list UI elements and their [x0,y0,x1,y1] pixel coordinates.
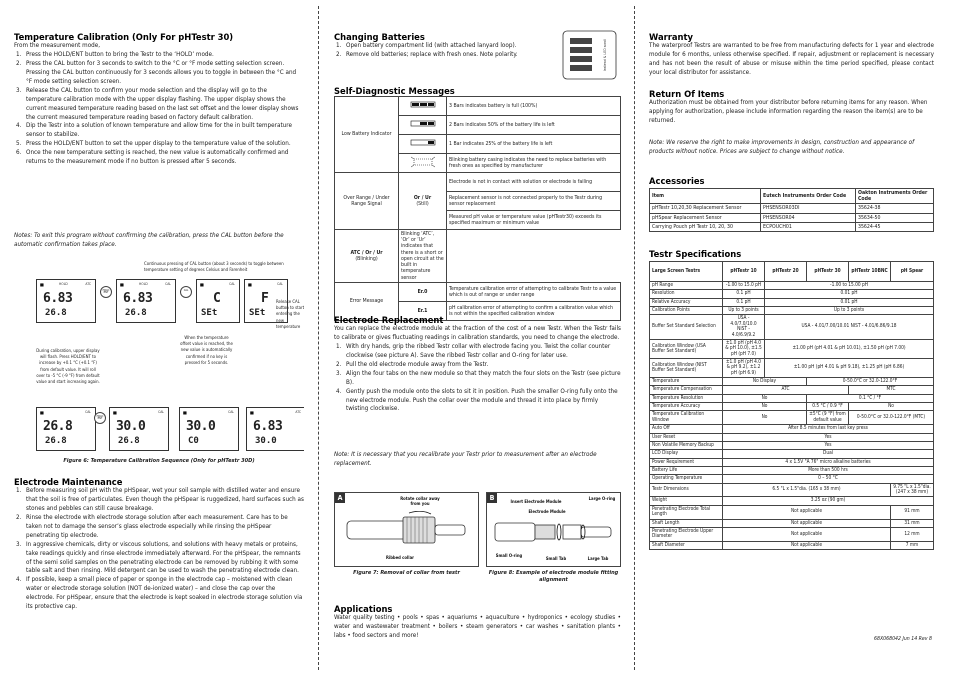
battery-half-icon [399,116,447,135]
testr-collar-removal-illustration [343,511,473,549]
spec-row [650,497,934,505]
spec-label: Calibration Points [650,307,723,315]
battery-icon: ▮▮▮ [250,410,253,415]
temp-cal-note: Notes: To exit this program without confirming the calibration, press the CAL button before the automatic confirmation takes place. [14,232,284,248]
spec-label: Operating Temperature [650,475,723,483]
spec-label: Testr Dimensions [650,483,723,497]
spec-value: ATC [723,386,849,394]
spec-label: pH Range [650,282,723,290]
step-6: 6. Once the new temperature setting is reached, the new value is automatically confirmed and returns to the measurement mode if no button is pressed after 5 seconds. [16,149,289,166]
confirm-note: When the temperature offset value is reached, the new value is automatically confirmed if no key is pressed for 5 seconds. [180,336,233,366]
spec-row [650,307,934,315]
column-left [14,0,304,675]
lcd-display: ▮▮▮ CAL 30.0 C0 [179,407,239,451]
battery-icon: ▮▮▮ [40,410,43,415]
figure-6-caption: Figure 6: Temperature Calibration Sequence (Only for pHTestr 30D) [63,458,255,464]
spec-row [650,403,934,411]
applications-text: Water quality testing • pools • spas • aquariums • aquaculture • hydroponics • ecology studies • water and wastewater treatment • boilers • steam generators • car washes • sanitation plants • labs • food sectors and more! [334,614,621,639]
spec-row [650,466,934,474]
spec-row [650,425,934,433]
spec-label: Calibration Window (USA Buffer Set Standard) [650,339,723,358]
figure-8-caption: Figure 8: Example of electrode module fitting alignment [488,570,619,584]
spec-row [650,282,934,290]
flash-note: During calibration, upper display will flash. Press HOLD/ENT to increase by +0.1 °C (+0.1 °F) from default value. It will roll over to -5 °C (-9 °F) from default value and start increasing again. [36,349,100,386]
batt-step-2: 2. Remove old batteries; replace with fresh ones. Note polarity. [336,50,518,58]
spec-label: Temperature [650,378,723,386]
diag-group-label: Low Battery Indicator [335,97,399,173]
lcd-display: ▮▮▮ ATC 6.83 30.0 [246,407,304,451]
spec-row [650,458,934,466]
spec-value: Up to 3 points [765,307,934,315]
spec-row [650,290,934,298]
diagnostic-title: Self-Diagnostic Messages [334,86,455,96]
temp-cal-body [14,42,304,167]
accessory-row: Carrying Pouch pH Testr 10, 20, 30 ECPOUCH01 35624-45 [650,222,934,231]
spec-row [650,315,934,339]
spec-row [650,394,934,402]
lcd-display: ▮▮▮ CAL F SEt [244,279,288,323]
error-code: Er.1 [399,301,447,320]
spec-row [650,386,934,394]
svg-text:Instead & LED scroll: Instead & LED scroll [603,38,607,72]
spec-value: Not applicable [723,541,891,549]
batteries-title: Changing Batteries [334,32,425,42]
step-2: 2. Press the CAL button for 3 seconds to switch to the °C or °F mode setting selection screen. Pressing the CAL button continuously for 3 seconds allows you to toggle in between the °C and °F mode setting selection screen. [16,59,297,85]
spec-label: Temperature Compensation [650,386,723,394]
spec-label: Buffer Set Standard Selection [650,315,723,339]
battery-icon: ▮▮▮ [200,282,203,287]
spec-label: Temperature Resolution [650,394,723,402]
repl-step-3: 3. Align the four tabs on the new module so that they match the four slots on the Testr (see picture B). [336,369,621,386]
spec-row [650,475,934,483]
spec-value: No Display [723,378,807,386]
spec-value: 0-50.0°C or 32.0-122.0°F (MTC) [849,411,934,425]
spec-value: -1.00 to 15.00 pH [765,282,934,290]
accessories-title: Accessories [649,176,705,186]
maint-step-3: 3. In aggressive chemicals, dirty or viscous solutions, and solutions with heavy metals or proteins, take readings quickly and rinse electrode immediately afterward. For the pHSpear, the remnants of the semi solid samples on the penetrating electrode can be removed by rubbing it with some table salt and then rinsing. Mild detergent can be used to wash the penetrating electrode clean. [16,540,301,575]
spec-row [650,298,934,306]
temp-cal-steps [14,51,304,167]
spec-value: 12 mm [891,527,934,541]
spec-label: Shaft Length [650,519,723,527]
spec-value: 9.75 "L x 1.5"dia. (247 x 38 mm) [891,483,934,497]
returns-note: Note: We reserve the right to make improvements in design, construction and appearance of products without notice. Prices are subject to change without notice. [649,139,915,155]
spec-label: User Reset [650,433,723,441]
specs-table: Large Screen Testrs pHTestr 10 pHTestr 20 pHTestr 30 pHTestr 10BNC pH Spear pH Range -1.00 to 15.0 pH -1.00 to 15.00 pH Resolution 0.1 pH 0.01 pH Relative Accuracy 0.1 pH 0.01 pH Calibration Points Up to 3 points Up to 3 points Buffer Set Standard Selection USA - 4.0/7.0/10.0 NIST - 4.0/6.9/9.2 USA - 4.01/7.00/10.01 NIST - 4.01/6.86/9.18 Calibration Window (USA Buffer Set Standard) ±1.0 pH (pH 4.0 & pH 10.0), ±1.5 pH (pH 7.0) ±1.00 pH (pH 4.01 & pH 10.01), ±1.50 pH (pH 7.00) Calibration Window (NIST Buffer Set Standard) ±1.0 pH (pH 4.0 & pH 9.2), ±1.2 pH (pH 6.9) ±1.00 pH (pH 4.01 & pH 9.18), ±1.25 pH (pH 6.86) Temperature No Display 0-50.0°C or 32.0-122.0°F Temperature Compensation ATC MTC Temperature Resolution No 0.1 °C / °F Temperature Accuracy No 0.5 °C / 0.9 °F No Temperature Calibration Window No ±5°C (9 °F) from default value 0-50.0°C or 32.0-122.0°F (MTC) Auto Off After 8.5 minutes from last key press User Reset Yes Non Volatile Memory Backup Yes LCD Display Dual Power Requirement 4 x 1.5V "A 76" micro alkaline batteries Battery Life More than 500 hrs Operating Temperature 0 – 50 °C Testr Dimensions 6.5 "L x 1.5"dia. (165 x 38 mm) 9.75 "L x 1.5"dia. (247 x 38 mm) Weight 3.25 oz (90 gm) Penetrating Electrode Total Length Not applicable 91 mm Shaft Length Not applicable 31 mm Penetrating Electrode Upper Diameter Not applicable 12 mm Shaft Diameter Not applicable 7 mm [649,261,934,550]
spec-value: ±1.0 pH (pH 4.0 & pH 10.0), ±1.5 pH (pH 7.0) [723,339,765,358]
spec-row [650,339,934,358]
spec-row [650,483,934,497]
spec-value: Up to 3 points [723,307,765,315]
accessory-row: pHSpear Replacement Sensor PHSENSOR04 35634-50 [650,213,934,222]
column-divider [634,6,635,670]
spec-value: USA - 4.01/7.00/10.01 NIST - 4.01/6.86/9.18 [765,315,934,339]
spec-value: Dual [723,450,934,458]
spec-value: 0.1 °C / °F [807,394,934,402]
spec-label: Penetrating Electrode Upper Diameter [650,527,723,541]
maint-step-1: 1. Before measuring soil pH with the pHSpear, wet your soil sample with distilled water and ensure that the soil is free of particulates. Even though the pHSpear is ruggedized, hard surfaces such as stones and pebbles can still cause breakage. [16,487,304,512]
column-divider [318,6,319,670]
spec-value: ±5°C (9 °F) from default value [807,411,849,425]
spec-value: -1.00 to 15.0 pH [723,282,765,290]
hold-ent-button: HOLD ENT [100,286,112,298]
battery-icon: ▮▮▮ [40,282,43,287]
battery-icon: ▮▮▮ [248,282,251,287]
spec-value: No [723,403,807,411]
spec-value: MTC [849,386,934,394]
lcd-display: ▮▮▮ HOLD ATC 6.83 26.8 [36,279,96,323]
spec-value: No [723,411,807,425]
hold-ent-button: HOLD ENT [94,412,106,424]
temp-cal-intro: From the measurement mode, [14,42,101,49]
spec-label: Shaft Diameter [650,541,723,549]
spec-value: Not applicable [723,519,891,527]
spec-label: Non Volatile Memory Backup [650,441,723,449]
spec-value: Not applicable [723,505,891,519]
lcd-display: ▮▮▮ CAL 30.0 26.8 [109,407,169,451]
temp-cal-title: Temperature Calibration (Only For pHTestr 30) [14,32,234,42]
spec-value: 0.5 °C / 0.9 °F [807,403,849,411]
spec-label: Calibration Window (NIST Buffer Set Standard) [650,358,723,377]
accessory-row: pHTestr 10,20,30 Replacement Sensor PHSENSOR03DI 35624-38 [650,204,934,213]
electrode-module-illustration [493,513,617,551]
spec-row [650,411,934,425]
spec-value: 4 x 1.5V "A 76" micro alkaline batteries [723,458,934,466]
spec-row [650,527,934,541]
spec-value: More than 500 hrs [723,466,934,474]
battery-compartment-icon [562,30,617,80]
spec-label: Battery Life [650,466,723,474]
batt-step-1: 1. Open battery compartment lid (with attached lanyard loop). [336,42,517,49]
spec-value: After 8.5 minutes from last key press [723,425,934,433]
figure-7-caption: Figure 7: Removal of collar from testr [353,570,460,576]
maintenance-title: Electrode Maintenance [14,477,123,487]
column-middle [334,0,621,675]
replacement-intro: You can replace the electrode module at the fraction of the cost of a new Testr. When the Testr fails to calibrate or gives fluctuating readings in calibration standards, you need to change the electrode. [334,325,621,341]
warranty-title: Warranty [649,32,693,42]
step-3: 3. Release the CAL button to confirm your mode selection and the display will go to the temperature calibration mode with the upper display flashing. The upper display shows the current measured temperature reading based on the last set offset and the lower display shows the current measured temperature reading based on factory default calibration. [16,86,299,121]
range-code: Or / Ur (Still) [399,173,447,230]
spec-value: 31 mm [891,519,934,527]
spec-label: Temperature Calibration Window [650,411,723,425]
step-5: 5. Press the HOLD/ENT button to set the upper display to the temperature value of the solution. [16,140,291,148]
spec-value: 3.25 oz (90 gm) [723,497,934,505]
replacement-body [334,325,621,414]
spec-value: Yes [723,441,934,449]
spec-row [650,378,934,386]
battery-low-icon [399,135,447,154]
warranty-text: The waterproof Testrs are warranted to be free from manufacturing defects for 1 year and electrode module for 6 months, unless otherwise specified. If repair, adjustment or replacement is necessary and has not been the result of abuse or misuse within the time period specified, please contact your local distributor for assistance. [649,42,934,76]
repl-step-2: 2. Pull the old electrode module away from the Testr. [336,360,489,368]
lcd-display: ▮▮▮ HOLD CAL 6.83 26.8 [116,279,176,323]
spec-row [650,441,934,449]
spec-row [650,505,934,519]
column-right [649,0,936,675]
spec-value: Yes [723,433,934,441]
diag-group-label: Error Message [335,282,399,320]
spec-label: Penetrating Electrode Total Length [650,505,723,519]
spec-row [650,358,934,377]
spec-value: 0 – 50 °C [723,475,934,483]
spec-value: 0.01 pH [765,290,934,298]
cal-button: CAL [180,286,192,298]
spec-value: Not applicable [723,527,891,541]
spec-row [650,433,934,441]
step-4: 4. Dip the Testr into a solution of known temperature and allow time for the in built temperature sensor to stabilize. [16,122,292,139]
replacement-title: Electrode Replacement [334,315,444,325]
figure-b: B Insert Electrode Module Electrode Module Large O-ring Small O-ring Small Tab Large Tab [486,492,621,567]
diagnostic-table: Low Battery Indicator 3 Bars indicates battery is full (100%) 2 Bars indicates 50% of the battery life is left 1 Bar indicates 25% of the battery life is left Blinking battery casing indicates the need to replace batteries with fresh ones as specified by manufacturer Over Range / Under Range Signal Or / Ur (Still) Electrode is not in contact with solution or electrode is failing Replacement sensor is not connected properly to the Testr during sensor replacement Measured pH value or temperature value (pHTestr30) exceeds its specified maximum or minimum value ATC / Or / Ur (Blinking) Blinking ‘ATC’, ‘Or’ or ‘Ur’ indicates that there is a short or open circuit at the built in temperature sensor Error Message Er.0 Temperature calibration error of attempting to calibrate Testr to a value which is out of range or under range Er.1 pH calibration error of attempting to confirm a calibration value which is not within the specified calibration window [334,96,621,321]
spec-value: 6.5 "L x 1.5"dia. (165 x 38 mm) [723,483,891,497]
spec-label: Power Requirement [650,458,723,466]
diag-group-label: Over Range / Under Range Signal [335,173,399,230]
replacement-note: Note: It is necessary that you recalibrate your Testr prior to measurement after an electrode replacement. [334,451,597,467]
spec-value: ±1.0 pH (pH 4.0 & pH 9.2), ±1.2 pH (pH 6.9) [723,358,765,377]
spec-value: No [723,394,807,402]
lcd-display: ▮▮▮ CAL C SEt [196,279,240,323]
spec-value: 0.1 pH [723,290,765,298]
spec-label: Weight [650,497,723,505]
specs-title: Testr Specifications [649,249,742,259]
release-note: Release CAL button to start entering the new temperature [276,300,304,330]
battery-icon: ▮▮▮ [183,410,186,415]
maintenance-body [14,487,304,612]
spec-value: USA - 4.0/7.0/10.0 NIST - 4.0/6.9/9.2 [723,315,765,339]
step-1: 1. Press the HOLD/ENT button to bring the Testr to the ‘HOLD’ mode. [16,50,214,58]
spec-value: ±1.00 pH (pH 4.01 & pH 10.01), ±1.50 pH (pH 7.00) [765,339,934,358]
spec-label: Auto Off [650,425,723,433]
spec-value: 0-50.0°C or 32.0-122.0°F [807,378,934,386]
spec-label: LCD Display [650,450,723,458]
spec-label: Relative Accuracy [650,298,723,306]
spec-value: 7 mm [891,541,934,549]
repl-step-1: 1. With dry hands, grip the ribbed Testr collar with electrode facing you. Twist the collar counter clockwise (see picture A). Save the ribbed Testr collar and O-ring for later use. [336,342,611,359]
returns-text: Authorization must be obtained from your distributor before returning items for any reason. When applying for authorization, please include information regarding the reason the item(s) are to be returned. [649,99,928,124]
battery-icon: ▮▮▮ [113,410,116,415]
spec-label: Temperature Accuracy [650,403,723,411]
lcd-display: ▮▮▮ CAL 26.8 26.8 [36,407,96,451]
figure-a: A Rotate collar away from you Ribbed collar [334,492,479,567]
applications-title: Applications [334,604,393,614]
range-code-blinking: ATC / Or / Ur (Blinking) [335,230,399,283]
spec-value: 0.01 pH [765,298,934,306]
spec-value: No [849,403,934,411]
accessories-table: Item Eutech Instruments Order Code Oakton Instruments Order Code pHTestr 10,20,30 Replacement Sensor PHSENSOR03DI 35624-38 pHSpear Replacement Sensor PHSENSOR04 35634-50 Carrying Pouch pH Testr 10, 20, 30 ECPOUCH01 35624-45 [649,188,934,232]
spec-value: 91 mm [891,505,934,519]
maint-step-4: 4. If possible, keep a small piece of paper or sponge in the electrode cap – moistened with clean water or electrode storage solution (NOT de-ionized water) – and close the cap over the electrode. For pHSpear, ensure that the electrode is kept soaked in electrode storage solution via its protective cap. [16,576,303,611]
spec-row [650,450,934,458]
spec-row [650,541,934,549]
battery-full-icon [399,97,447,116]
toggle-note: Continuous pressing of CAL button (about 3 seconds) to toggle between temperature setting of degrees Celsius and Farenheit [144,262,284,274]
spec-row [650,519,934,527]
battery-icon: ▮▮▮ [120,282,123,287]
maint-step-2: 2. Rinse the electrode with electrode storage solution after each measurement. Care has to be taken not to damage the sensor’s glass electrode especially while rinsing the pHSpear penetrating tip electrode. [16,513,288,539]
returns-title: Return Of Items [649,89,725,99]
document-code: 68X068042 Jun 14 Rev 8 [874,636,932,642]
battery-blink-icon [399,154,447,173]
spec-label: Resolution [650,290,723,298]
batteries-body [334,42,564,60]
repl-step-4: 4. Gently push the module onto the slots to sit it in position. Push the smaller O-ring fully onto the new electrode module. Push the collar over the module and thread it into place by firmly twisting clockwise. [336,387,618,413]
error-code: Er.0 [399,282,447,301]
spec-value: 0.1 pH [723,298,765,306]
spec-value: ±1.00 pH (pH 4.01 & pH 9.18), ±1.25 pH (pH 6.86) [765,358,934,377]
